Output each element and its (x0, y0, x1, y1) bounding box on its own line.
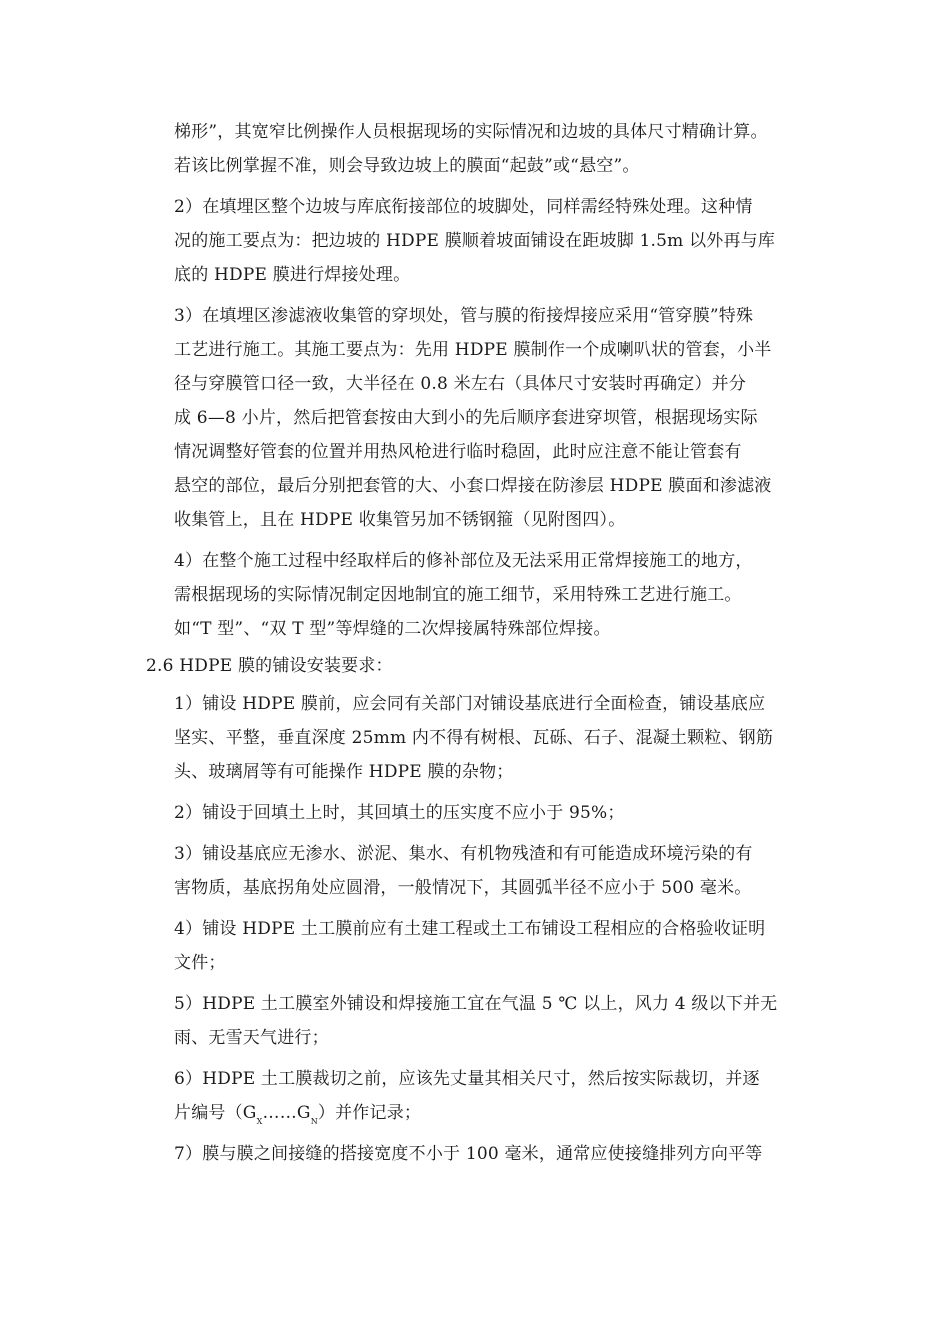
text-line: 2）铺设于回填土上时，其回填土的压实度不应小于 95%； (174, 803, 625, 823)
text-line: 悬空的部位，最后分别把套管的大、小套口焊接在防渗层 HDPE 膜面和渗滤液 (174, 476, 772, 496)
text-line: 需根据现场的实际情况制定因地制宜的施工细节，采用特殊工艺进行施工。 (174, 585, 742, 605)
text-line: 工艺进行施工。其施工要点为：先用 HDPE 膜制作一个成喇叭状的管套，小半 (174, 340, 772, 360)
text-line: 5）HDPE 土工膜室外铺设和焊接施工宜在气温 5 ℃ 以上，风力 4 级以下并无 (174, 994, 778, 1014)
text-line: 头、玻璃屑等有可能操作 HDPE 膜的杂物； (174, 762, 514, 782)
text-line: 7）膜与膜之间接缝的搭接宽度不小于 100 毫米，通常应使接缝排列方向平等 (174, 1144, 763, 1164)
text-line: 3）在填埋区渗滤液收集管的穿坝处，管与膜的衔接焊接应采用“管穿膜”特殊 (174, 306, 754, 326)
text-line: 2）在填埋区整个边坡与库底衔接部位的坡脚处，同样需经特殊处理。这种情 (174, 197, 753, 217)
text-line: 情况调整好管套的位置并用热风枪进行临时稳固，此时应注意不能让管套有 (174, 442, 742, 462)
subscript-x: X (256, 1117, 263, 1126)
text-line: 4）铺设 HDPE 土工膜前应有土建工程或土工布铺设工程相应的合格验收证明 (174, 919, 766, 939)
text-line: 害物质，基底拐角处应圆滑，一般情况下，其圆弧半径不应小于 500 毫米。 (174, 878, 752, 898)
text-line: 收集管上，且在 HDPE 收集管另加不锈钢箍（见附图四）。 (174, 510, 626, 530)
section-heading: 2.6 HDPE 膜的铺设安装要求： (146, 656, 393, 676)
text-line: 如“T 型”、“双 T 型”等焊缝的二次焊接属特殊部位焊接。 (174, 619, 611, 639)
numbering-middle: ……G (262, 1103, 311, 1123)
text-line: 1）铺设 HDPE 膜前，应会同有关部门对铺设基底进行全面检查，铺设基底应 (174, 694, 766, 714)
text-line: 4）在整个施工过程中经取样后的修补部位及无法采用正常焊接施工的地方， (174, 551, 753, 571)
text-line: 文件； (174, 953, 226, 973)
text-line: 坚实、平整，垂直深度 25mm 内不得有树根、瓦砾、石子、混凝土颗粒、钢筋 (174, 728, 774, 748)
text-line: 若该比例掌握不准，则会导致边坡上的膜面“起鼓”或“悬空”。 (174, 156, 640, 176)
numbering-suffix: ）并作记录； (317, 1103, 422, 1123)
numbering-prefix: 片编号（G (174, 1103, 257, 1123)
subscript-n: N (310, 1117, 318, 1126)
text-line: 6）HDPE 土工膜裁切之前，应该先丈量其相关尺寸，然后按实际裁切，并逐 (174, 1069, 760, 1089)
text-line: 况的施工要点为：把边坡的 HDPE 膜顺着坡面铺设在距坡脚 1.5m 以外再与库 (174, 231, 776, 251)
text-line: 底的 HDPE 膜进行焊接处理。 (174, 265, 411, 285)
text-line: 3）铺设基底应无渗水、淤泥、集水、有机物残渣和有可能造成环境污染的有 (174, 844, 753, 864)
text-line: 梯形”，其宽窄比例操作人员根据现场的实际情况和边坡的具体尺寸精确计算。 (174, 122, 768, 142)
text-line: 径与穿膜管口径一致，大半径在 0.8 米左右（具体尺寸安装时再确定）并分 (174, 374, 747, 394)
numbering-line (174, 1103, 421, 1132)
text-line: 雨、无雪天气进行； (174, 1028, 329, 1048)
text-line: 成 6—8 小片，然后把管套按由大到小的先后顺序套进穿坝管，根据现场实际 (174, 408, 758, 428)
